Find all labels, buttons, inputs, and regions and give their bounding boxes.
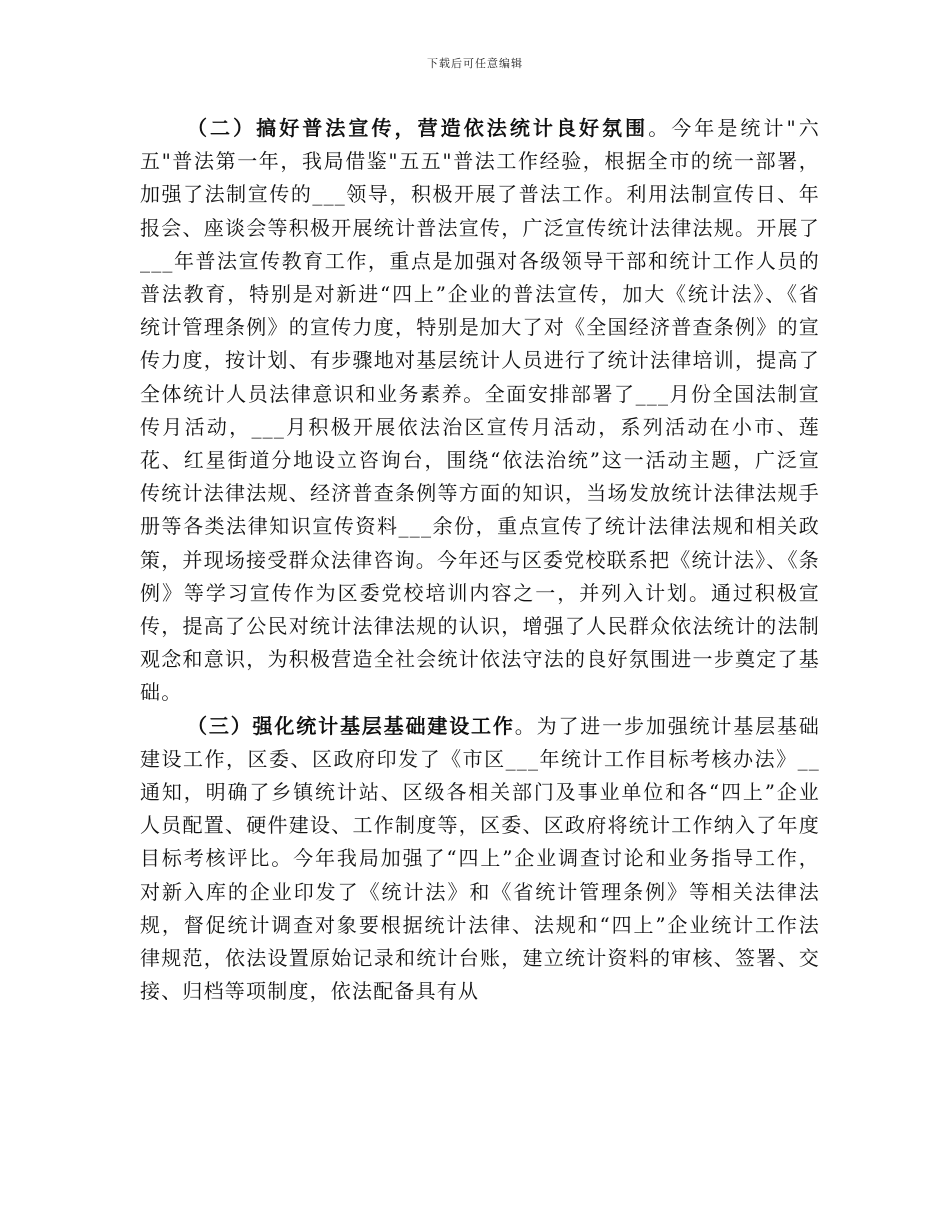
paragraph-grassroots [140, 710, 820, 1009]
paragraph-text: 。今年是统计"六五"普法第一年，我局借鉴"五五"普法工作经验，根据全市的统一部署，加强了法制宣传的___领导，积极开展了普法工作。利用法制宣传日、年报会、座谈会等积极开展统计普法宣传，广泛宣传统计法律法规。开展了___年普法宣传教育工作，重点是加强对各级领导干部和统计工作人员的普法教育，特别是对新进“四上”企业的普法宣传，加大《统计法》、《省统计管理条例》的宣传力度，特别是加大了对《全国经济普查条例》的宣传力度，按计划、有步骤地对基层统计人员进行了统计法律培训，提高了全体统计人员法律意识和业务素养。全面安排部署了___月份全国法制宣传月活动，___月积极开展依法治区宣传月活动，系列活动在小市、莲花、红星街道分地设立咨询台，围绕“依法治统”这一活动主题，广泛宣传统计法律法规、经济普查条例等方面的知识，当场发放统计法律法规手册等各类法律知识宣传资料___余份，重点宣传了统计法律法规和相关政策，并现场接受群众法律咨询。今年还与区委党校联系把《统计法》、《条例》等学习宣传作为区委党校培训内容之一，并列入计划。通过积极宣传，提高了公民对统计法律法规的认识，增强了人民群众依法统计的法制观念和意识，为积极营造全社会统计依法守法的良好氛围进一步奠定了基础。 [140, 116, 820, 705]
section-heading: （三）强化统计基层基础建设工作 [187, 713, 515, 738]
section-heading: （二）搞好普法宣传，营造依法统计良好氛围 [187, 116, 649, 140]
paragraph-publicity [140, 112, 820, 710]
paragraph-text: 。为了进一步加强统计基层基础建设工作，区委、区政府印发了《市区___年统计工作目标考核办法》__通知，明确了乡镇统计站、区级各相关部门及事业单位和各“四上”企业人员配置、硬件建设、工作制度等，区委、区政府将统计工作纳入了年度目标考核评比。今年我局加强了“四上”企业调查讨论和业务指导工作，对新入库的企业印发了《统计法》和《省统计管理条例》等相关法律法规，督促统计调查对象要根据统计法律、法规和“四上”企业统计工作法律规范，依法设置原始记录和统计台账，建立统计资料的审核、签署、交接、归档等项制度，依法配备具有从 [140, 713, 820, 1004]
header-note: 下载后可任意编辑 [427, 57, 523, 70]
document-body [140, 112, 820, 1008]
